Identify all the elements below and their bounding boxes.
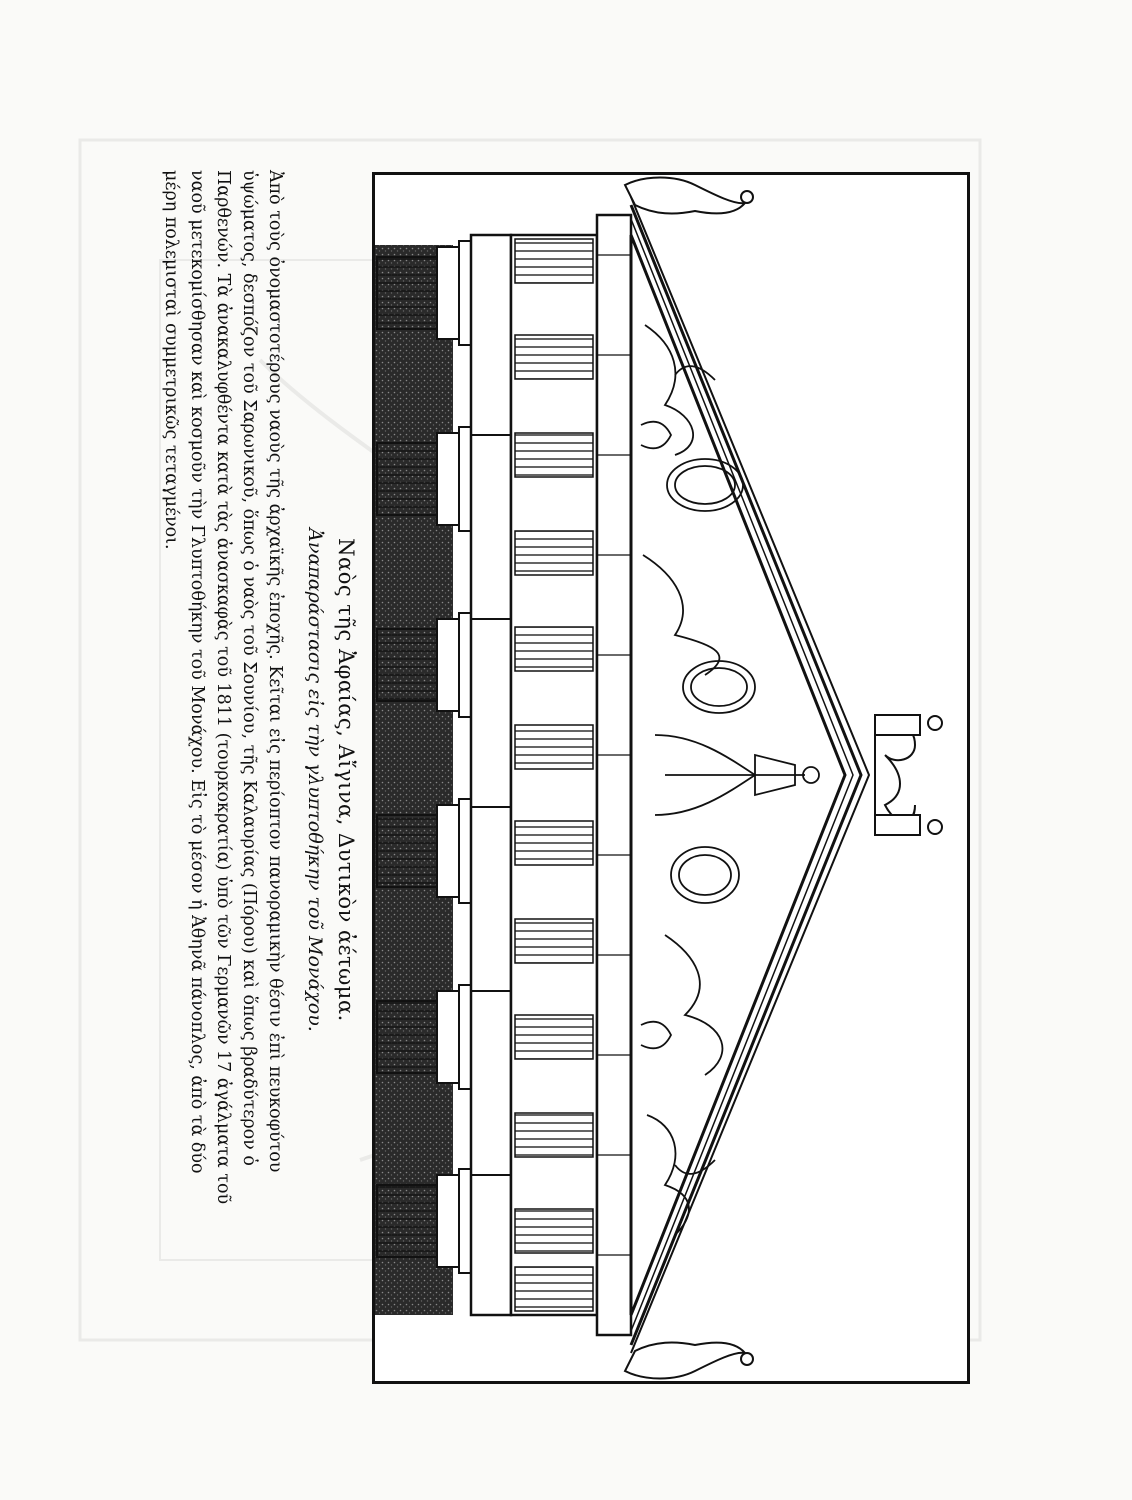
description-line: μέρη πολεμισταὶ συμμετρικῶς τεταγμένοι.	[161, 170, 181, 550]
caption-area	[161, 160, 370, 1400]
column-3	[377, 613, 471, 717]
corner-acroterion-bottom	[625, 1343, 753, 1379]
horizontal-cornice	[597, 215, 631, 1335]
apex-acroterion	[875, 715, 942, 835]
column-1	[377, 241, 471, 345]
column-6	[377, 1169, 471, 1273]
caption-block	[161, 160, 370, 1400]
temple-drawing	[375, 175, 967, 1381]
description-line: Παρθενών. Τὰ ἀνακαλυφθέντα κατὰ τὰς ἀνασκαφὰς τοῦ 1811 (τουρκοκρατία) ὑπὸ τῶν Γερμανῶν 17 ἀγάλματα τοῦ	[213, 170, 233, 1205]
corner-acroterion-top	[625, 178, 753, 214]
temple-illustration-frame	[372, 172, 970, 1384]
column-4	[377, 799, 471, 903]
column-2	[377, 427, 471, 531]
figure-description	[158, 170, 288, 1390]
column-5	[377, 985, 471, 1089]
description-line: Ἀπὸ τοὺς ὀνομαστοτέρους ναοὺς τῆς ἀρχαϊκῆς ἐποχῆς. Κεῖται εἰς περίοπτον πανοραμικὴν θέσιν ἐπὶ πευκοφύτου	[265, 170, 285, 1173]
description-line: ὑψώματος, δεσπόζον τοῦ Σαρωνικοῦ, ὅπως ὁ ναὸς τοῦ Σουνίου, τῆς Καλαυρίας (Πόρου) καὶ ὅπως βραδύτερον ὁ	[239, 170, 259, 1166]
stylobate-shadow	[375, 245, 453, 1315]
figure-subtitle: Ἀναπαράστασις εἰς τὴν γλυπτοθήκην τοῦ Μονάχου.	[304, 528, 326, 1032]
figure-title: Ναὸς τῆς Ἀφαίας, Αἴγινα, Δυτικὸν ἀέτωμα.	[334, 538, 358, 1022]
architrave	[471, 235, 511, 1315]
description-line: ναοῦ μετεκομίσθησαν καὶ κοσμοῦν τὴν Γλυπτοθήκην τοῦ Μονάχου. Εἰς τὸ μέσον ἡ Ἀθηνᾶ πάνοπλος, ἀπὸ τὰ δύο	[187, 170, 207, 1174]
